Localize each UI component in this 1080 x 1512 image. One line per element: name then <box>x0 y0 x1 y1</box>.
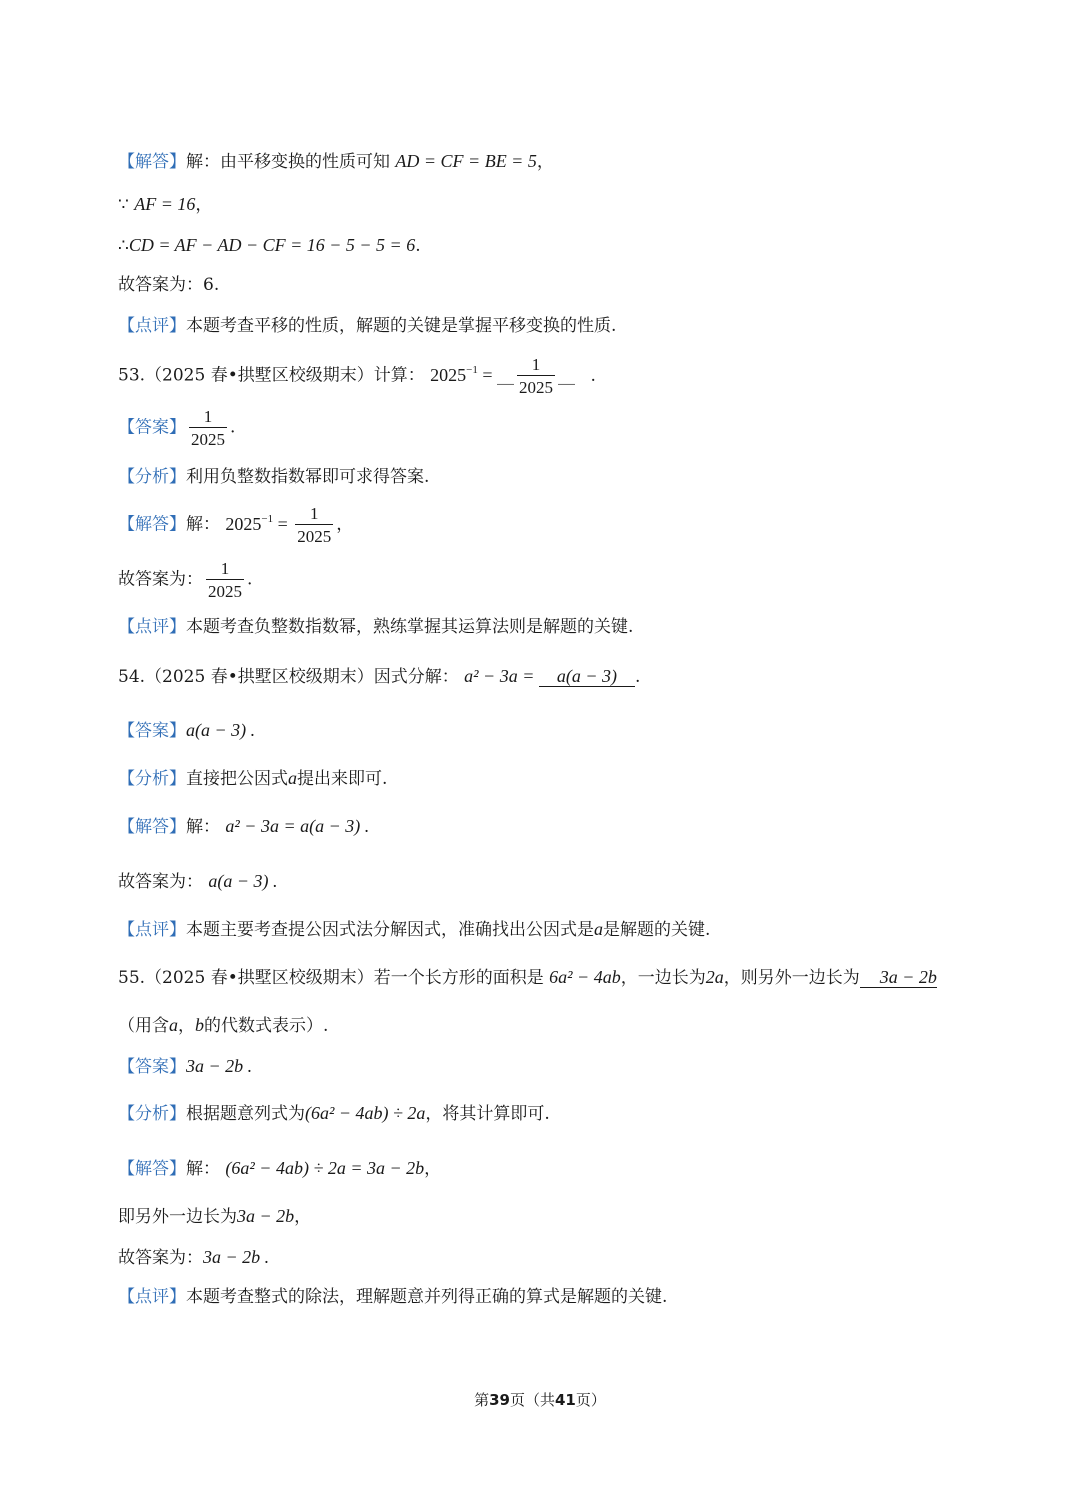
comment-tag: 【点评】 <box>118 920 186 940</box>
fraction-numerator: 1 <box>310 504 319 523</box>
q53-question <box>118 356 596 396</box>
therefore-line: ∴CD = AF − AD − CF = 16 − 5 − 5 = 6. <box>118 235 421 256</box>
q55-analysis-math: (6a² − 4ab) ÷ 2a <box>305 1103 426 1123</box>
page-number: 39 <box>489 1391 510 1409</box>
q53-blank-right: __ <box>558 365 576 386</box>
result-prefix: 故答案为： <box>118 872 203 892</box>
fraction-numerator: 1 <box>203 407 213 426</box>
fraction-denominator: 2025 <box>206 579 244 600</box>
q53-answer-line <box>118 408 235 448</box>
q55-comment-text: 本题考查整式的除法，理解题意并列得正确的算式是解题的关键. <box>186 1287 668 1307</box>
solution-tag: 【解答】 <box>118 1159 186 1179</box>
q53-base: 2025 <box>225 513 262 534</box>
q54-analysis-pre: 直接把公因式 <box>186 769 288 789</box>
q53-end: . <box>590 365 596 386</box>
page-footer <box>0 1389 1080 1410</box>
q55-question-line-1 <box>118 968 937 988</box>
q53-result-fraction <box>206 560 244 600</box>
period: . <box>247 569 253 590</box>
solution-text: 解：由平移变换的性质可知 <box>186 152 390 172</box>
q54-answer: a(a − 3) . <box>186 720 256 740</box>
separator: ， <box>195 195 213 215</box>
q54-question: 54.（2025 春•拱墅区校级期末）因式分解： a² − 3a = a(a − 3) . <box>118 666 641 687</box>
q55-analysis-post: ，将其计算即可. <box>425 1104 550 1124</box>
footer-pre: 第 <box>474 1391 490 1409</box>
q54-analysis-post: 提出来即可. <box>297 769 388 789</box>
q55-comma: ， <box>178 1016 195 1036</box>
q54-analysis-line <box>118 769 387 788</box>
q55-var-b: b <box>195 1015 204 1035</box>
q55-analysis-line <box>118 1104 550 1123</box>
q54-number: 54. <box>118 667 146 687</box>
q55-mid2: ，则另外一边长为 <box>723 968 860 988</box>
comment-tag: 【点评】 <box>118 617 186 637</box>
fraction-numerator: 1 <box>531 355 541 374</box>
q53-eq: = <box>477 364 498 385</box>
analysis-tag: 【分析】 <box>118 1104 186 1124</box>
solution-prefix: 解： <box>186 514 220 535</box>
q55-result-math: 3a − 2b . <box>203 1247 270 1267</box>
analysis-tag: 【分析】 <box>118 769 186 789</box>
solution-prefix: 解： <box>186 1159 220 1179</box>
q54-source: （2025 春•拱墅区校级期末）因式分解： <box>145 667 459 687</box>
result-prefix: 故答案为： <box>118 569 203 590</box>
solution-tag: 【解答】 <box>118 152 186 172</box>
q55-analysis-pre: 根据题意列式为 <box>186 1104 305 1124</box>
q53-comment-line <box>118 619 633 636</box>
q55-answer: 3a − 2b . <box>186 1056 253 1076</box>
q54-solution-math: a² − 3a = a(a − 3) . <box>225 816 370 836</box>
q53-eq: = <box>273 513 293 534</box>
q53-number: 53. <box>118 365 146 386</box>
period: . <box>230 417 236 438</box>
q53-blank-left: __ <box>497 365 515 386</box>
q54-result-line <box>118 872 278 891</box>
solution-prefix: 解： <box>186 817 220 837</box>
q54-comment-line <box>118 920 710 939</box>
q55-answer-line <box>118 1057 252 1076</box>
answer-tag: 【答案】 <box>118 721 186 741</box>
q54-comment-var: a <box>594 919 603 939</box>
since-symbol: ∵ <box>118 195 129 215</box>
q54-solution-line <box>118 817 369 836</box>
q54-blank-answer: a(a − 3) <box>556 666 617 686</box>
q54-expression: a² − 3a = <box>464 666 539 686</box>
comment-tag: 【点评】 <box>118 316 186 336</box>
q53-comment-text: 本题考查负整数指数幂，熟练掌握其运算法则是解题的关键. <box>186 617 634 637</box>
result-prefix: 故答案为： <box>118 1248 203 1268</box>
answer-tag: 【答案】 <box>118 1057 186 1077</box>
q53-exponent: −1 <box>261 512 274 525</box>
q54-comment-pre: 本题主要考查提公因式法分解因式，准确找出公因式是 <box>186 920 594 940</box>
q55-answer-blank <box>860 968 937 988</box>
therefore-equation: CD = AF − AD − CF = 16 − 5 − 5 = 6 <box>128 235 416 255</box>
q55-line2-post: 的代数式表示）. <box>204 1016 329 1036</box>
q53-answer-fraction <box>189 408 227 448</box>
since-equation: AF = 16 <box>134 194 196 214</box>
q55-solution-line <box>118 1159 441 1178</box>
comment-tag: 【点评】 <box>118 1287 186 1307</box>
q55-mid1: ，一边长为 <box>620 968 706 988</box>
q55-question-line-2 <box>118 1016 328 1035</box>
q55-other-side-math: 3a − 2b <box>237 1206 295 1226</box>
q54-analysis-var: a <box>288 768 297 788</box>
result-line <box>118 277 219 294</box>
q55-side: 2a <box>705 967 724 987</box>
q53-expression <box>430 365 497 385</box>
q54-result-math: a(a − 3) . <box>208 871 278 891</box>
q53-analysis-text: 利用负整数指数幂即可求得答案. <box>186 467 430 487</box>
total-pages: 41 <box>555 1391 576 1409</box>
therefore-symbol: ∴ <box>118 236 129 256</box>
solution-line <box>118 152 554 171</box>
comment-text: 本题考查平移的性质，解题的关键是掌握平移变换的性质. <box>186 316 617 336</box>
fraction-denominator: 2025 <box>295 524 333 545</box>
q53-analysis-line <box>118 469 429 486</box>
q54-answer-blank <box>539 667 635 687</box>
q55-line2-pre: （用含 <box>118 1016 169 1036</box>
since-line <box>118 195 212 214</box>
fraction-numerator: 1 <box>220 559 230 578</box>
q55-var-a: a <box>169 1015 178 1035</box>
q55-blank-answer: 3a − 2b <box>879 967 937 987</box>
fraction-denominator: 2025 <box>189 427 227 448</box>
footer-post: 页） <box>575 1391 606 1409</box>
q55-area: 6a² − 4ab <box>549 967 621 987</box>
q55-number: 55. <box>118 968 146 988</box>
q53-answer-fraction <box>517 356 555 396</box>
analysis-tag: 【分析】 <box>118 467 186 487</box>
q53-solution-line: 【解答】解： $2025^{-1}$ = $\frac{1}{2025}$ ， <box>118 504 354 546</box>
q53-exponent: −1 <box>466 363 478 376</box>
footer-mid: 页（共 <box>509 1391 555 1409</box>
translation-equation: AD = CF = BE = 5 <box>395 151 537 171</box>
comment-line <box>118 318 616 335</box>
q55-source: （2025 春•拱墅区校级期末）若一个长方形的面积是 <box>145 968 544 988</box>
q55-comment-line <box>118 1289 667 1306</box>
q54-comment-post: 是解题的关键. <box>603 920 711 940</box>
q53-result-line <box>118 560 252 600</box>
q55-result-line <box>118 1248 269 1267</box>
q53-source: （2025 春•拱墅区校级期末）计算： <box>145 365 425 386</box>
answer-tag: 【答案】 <box>118 417 186 438</box>
q53-solution-fraction <box>295 505 333 545</box>
solution-tag: 【解答】 <box>118 817 186 837</box>
q55-solution-math: (6a² − 4ab) ÷ 2a = 3a − 2b <box>225 1158 425 1178</box>
fraction-denominator: 2025 <box>517 375 555 396</box>
separator: ， <box>536 152 554 172</box>
q55-other-side-end: ， <box>294 1207 312 1227</box>
q55-other-side-line <box>118 1207 311 1226</box>
q53-base: 2025 <box>430 364 467 385</box>
solution-tag: 【解答】 <box>118 514 186 535</box>
result-text: 故答案为：6. <box>118 275 220 295</box>
q55-solution-end: ， <box>424 1159 442 1179</box>
q55-other-side-pre: 即另外一边长为 <box>118 1207 237 1227</box>
q54-answer-line <box>118 721 255 740</box>
